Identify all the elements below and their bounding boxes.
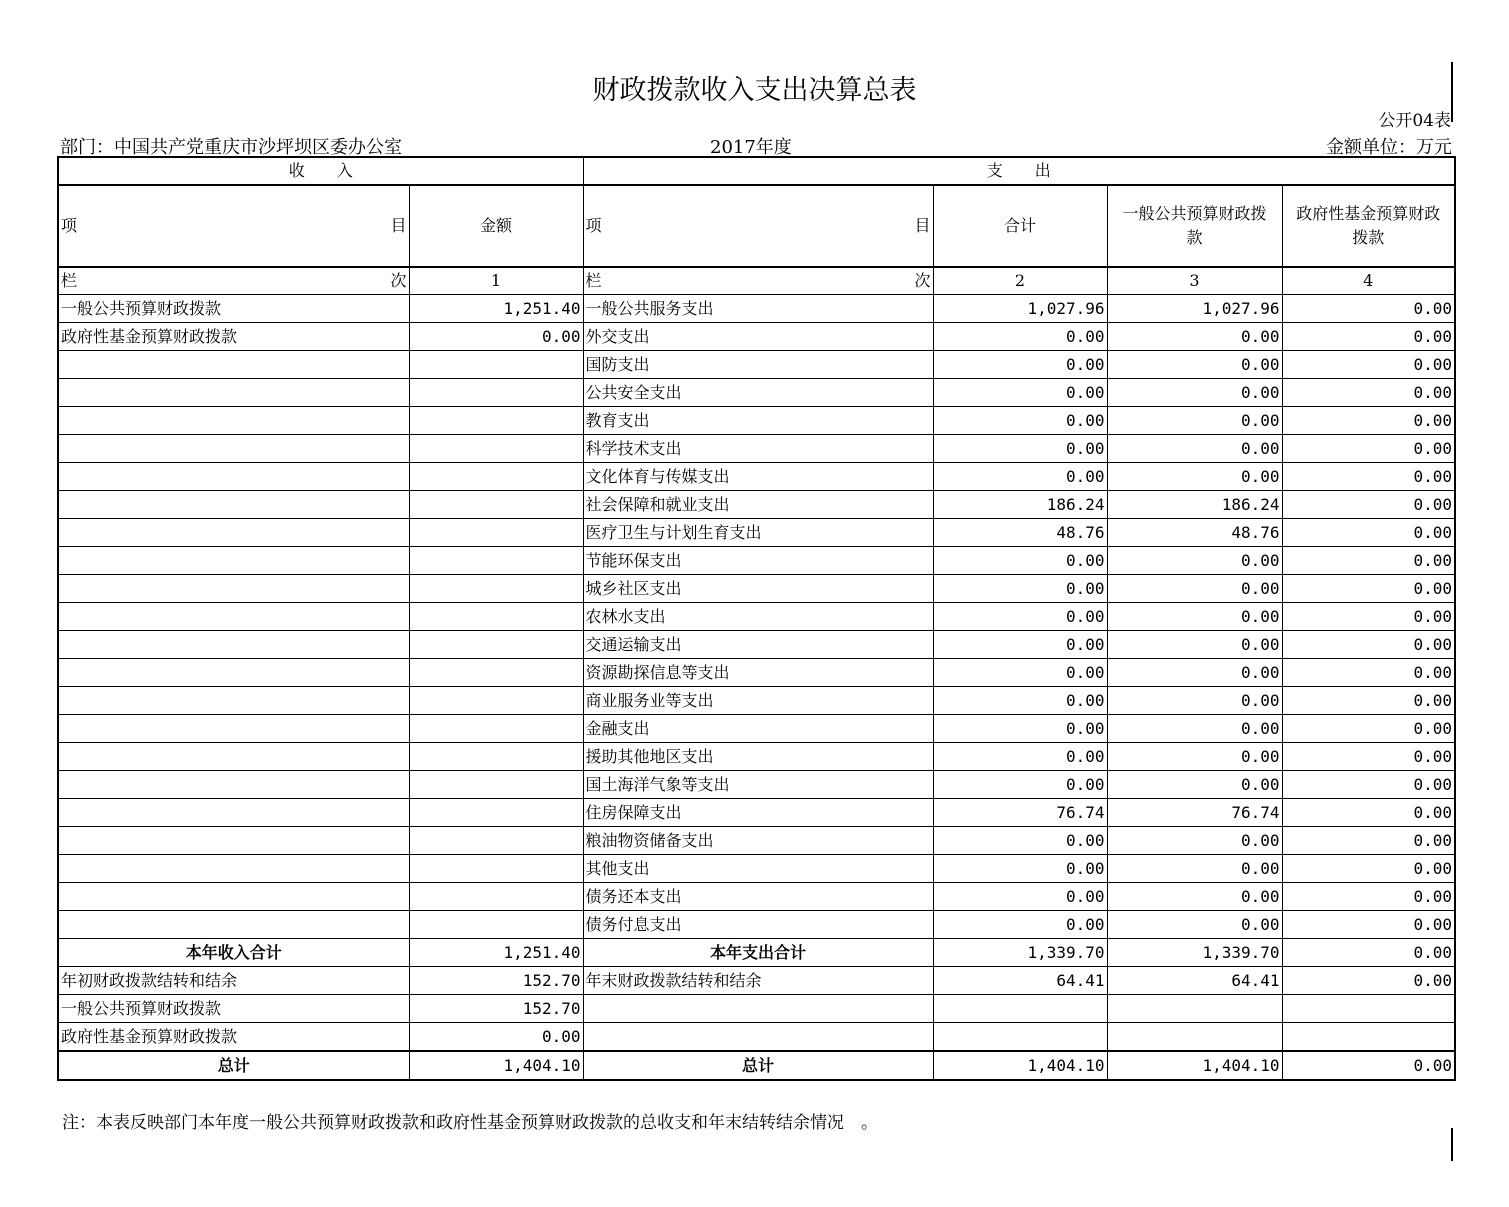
income-item-name: [58, 799, 409, 827]
income-amount: [409, 687, 583, 715]
income-item-name: 本年收入合计: [58, 939, 409, 967]
income-amount: [409, 631, 583, 659]
table-row: [58, 407, 1455, 435]
total-amount: [933, 995, 1107, 1023]
col-label-right: 次: [914, 271, 931, 290]
general-budget-amount: 0.00: [1107, 827, 1282, 855]
income-item-name: [58, 519, 409, 547]
income-item-name: [58, 491, 409, 519]
grand-total-row: [58, 1051, 1455, 1080]
expense-item-name: 科学技术支出: [583, 435, 933, 463]
expense-item-header: [583, 185, 933, 267]
amount-header: 金额: [409, 185, 583, 267]
expense-item-name: 资源勘探信息等支出: [583, 659, 933, 687]
total-amount: 0.00: [933, 659, 1107, 687]
fund-budget-amount: 0.00: [1282, 967, 1455, 995]
fiscal-year: 2017年度: [710, 137, 792, 158]
total-amount: 186.24: [933, 491, 1107, 519]
income-item-name: 政府性基金预算财政拨款: [58, 323, 409, 351]
expense-header: 支 出: [583, 157, 1455, 185]
fund-budget-amount: 0.00: [1282, 771, 1455, 799]
carryover-sub-row: [58, 1023, 1455, 1052]
general-budget-amount: 0.00: [1107, 687, 1282, 715]
total-amount: 0.00: [933, 351, 1107, 379]
total-amount: 0.00: [933, 743, 1107, 771]
income-amount: [409, 547, 583, 575]
fund-budget-amount: 0.00: [1282, 603, 1455, 631]
income-amount: [409, 351, 583, 379]
income-item-name: [58, 603, 409, 631]
income-item-name: [58, 827, 409, 855]
table-row: [58, 687, 1455, 715]
fund-budget-amount: 0.00: [1282, 547, 1455, 575]
total-amount: 0.00: [933, 911, 1107, 939]
expense-item-name: 文化体育与传媒支出: [583, 463, 933, 491]
total-amount: 1,027.96: [933, 295, 1107, 323]
table-row: [58, 883, 1455, 911]
table-row: [58, 743, 1455, 771]
item-label-right: 目: [914, 216, 931, 235]
column-header-row: [58, 185, 1455, 267]
general-budget-amount: 0.00: [1107, 407, 1282, 435]
total-header: 合计: [933, 185, 1107, 267]
income-item-name: [58, 351, 409, 379]
expense-item-name: 一般公共服务支出: [583, 295, 933, 323]
income-item-name: [58, 547, 409, 575]
fund-budget-amount: 0.00: [1282, 463, 1455, 491]
expense-item-name: 债务还本支出: [583, 883, 933, 911]
table-row: [58, 799, 1455, 827]
table-row: [58, 659, 1455, 687]
income-item-name: [58, 435, 409, 463]
income-amount: 152.70: [409, 967, 583, 995]
income-amount: [409, 799, 583, 827]
col-label: 栏: [585, 271, 602, 290]
income-amount: [409, 911, 583, 939]
income-amount: [409, 659, 583, 687]
expense-item-name: 医疗卫生与计划生育支出: [583, 519, 933, 547]
total-amount: 0.00: [933, 631, 1107, 659]
income-item-name: 总计: [58, 1051, 409, 1080]
income-item-header: [58, 185, 409, 267]
general-budget-amount: 0.00: [1107, 631, 1282, 659]
income-amount: [409, 771, 583, 799]
income-amount: 1,251.40: [409, 295, 583, 323]
page-title: 财政拨款收入支出决算总表: [592, 75, 917, 106]
income-item-name: 年初财政拨款结转和结余: [58, 967, 409, 995]
item-label: 项: [585, 216, 602, 235]
col-label: 栏: [61, 271, 78, 290]
fund-budget-amount: 0.00: [1282, 379, 1455, 407]
expense-item-name: [583, 995, 933, 1023]
fund-budget-amount: 0.00: [1282, 491, 1455, 519]
general-budget-amount: 186.24: [1107, 491, 1282, 519]
income-item-name: [58, 575, 409, 603]
income-item-name: [58, 631, 409, 659]
total-amount: [933, 1023, 1107, 1052]
general-budget-amount: 76.74: [1107, 799, 1282, 827]
general-budget-amount: [1107, 995, 1282, 1023]
income-amount: 0.00: [409, 323, 583, 351]
table-row: [58, 463, 1455, 491]
table-row: [58, 323, 1455, 351]
col-index-4: 4: [1282, 267, 1455, 295]
expense-item-name: 援助其他地区支出: [583, 743, 933, 771]
general-budget-amount: 0.00: [1107, 547, 1282, 575]
income-item-name: [58, 379, 409, 407]
fund-budget-amount: 0.00: [1282, 939, 1455, 967]
total-amount: 0.00: [933, 379, 1107, 407]
fund-budget-amount: [1282, 995, 1455, 1023]
total-amount: 0.00: [933, 547, 1107, 575]
year-total-row: [58, 939, 1455, 967]
income-amount: [409, 491, 583, 519]
total-amount: 0.00: [933, 435, 1107, 463]
income-item-name: [58, 715, 409, 743]
expense-item-name: 粮油物资储备支出: [583, 827, 933, 855]
section-header-row: [58, 157, 1455, 185]
income-amount: [409, 519, 583, 547]
income-item-name: [58, 771, 409, 799]
fund-budget-amount: 0.00: [1282, 855, 1455, 883]
item-label-right: 目: [390, 216, 407, 235]
expense-item-name: 公共安全支出: [583, 379, 933, 407]
general-budget-amount: 0.00: [1107, 379, 1282, 407]
income-amount: 1,251.40: [409, 939, 583, 967]
total-amount: 0.00: [933, 463, 1107, 491]
fund-budget-amount: 0.00: [1282, 575, 1455, 603]
income-item-name: [58, 911, 409, 939]
total-amount: 1,339.70: [933, 939, 1107, 967]
table-row: [58, 771, 1455, 799]
income-item-name: [58, 743, 409, 771]
expense-item-name: 总计: [583, 1051, 933, 1080]
income-amount: [409, 575, 583, 603]
general-budget-amount: 0.00: [1107, 659, 1282, 687]
expense-item-name: 商业服务业等支出: [583, 687, 933, 715]
income-amount: [409, 463, 583, 491]
income-item-name: [58, 463, 409, 491]
income-col-index: [58, 267, 409, 295]
finance-table: [57, 156, 1456, 1081]
total-amount: 0.00: [933, 715, 1107, 743]
general-budget-amount: [1107, 1023, 1282, 1052]
total-amount: 0.00: [933, 603, 1107, 631]
total-amount: 0.00: [933, 687, 1107, 715]
right-margin-bar-bottom: [1451, 1128, 1453, 1161]
total-amount: 0.00: [933, 771, 1107, 799]
total-amount: 0.00: [933, 855, 1107, 883]
department-label: 部门：中国共产党重庆市沙坪坝区委办公室: [60, 137, 402, 158]
table-row: [58, 855, 1455, 883]
income-amount: [409, 715, 583, 743]
table-row: [58, 295, 1455, 323]
fund-budget-amount: 0.00: [1282, 687, 1455, 715]
general-budget-amount: 0.00: [1107, 771, 1282, 799]
fund-budget-amount: 0.00: [1282, 323, 1455, 351]
expense-item-name: 国防支出: [583, 351, 933, 379]
expense-item-name: 年末财政拨款结转和结余: [583, 967, 933, 995]
fund-budget-amount: 0.00: [1282, 743, 1455, 771]
expense-item-name: 交通运输支出: [583, 631, 933, 659]
table-row: [58, 519, 1455, 547]
expense-item-name: 国土海洋气象等支出: [583, 771, 933, 799]
fund-budget-amount: 0.00: [1282, 519, 1455, 547]
income-item-name: [58, 659, 409, 687]
table-row: [58, 379, 1455, 407]
total-amount: 48.76: [933, 519, 1107, 547]
income-amount: [409, 883, 583, 911]
item-label: 项: [61, 216, 78, 235]
income-item-name: [58, 407, 409, 435]
general-budget-amount: 48.76: [1107, 519, 1282, 547]
general-budget-amount: 1,339.70: [1107, 939, 1282, 967]
expense-item-name: 外交支出: [583, 323, 933, 351]
general-budget-amount: 0.00: [1107, 323, 1282, 351]
expense-col-index: [583, 267, 933, 295]
table-row: [58, 715, 1455, 743]
expense-item-name: 节能环保支出: [583, 547, 933, 575]
table-row: [58, 491, 1455, 519]
expense-item-name: 教育支出: [583, 407, 933, 435]
total-amount: 76.74: [933, 799, 1107, 827]
general-budget-amount: 0.00: [1107, 715, 1282, 743]
fund-budget-amount: 0.00: [1282, 799, 1455, 827]
general-budget-amount: 0.00: [1107, 911, 1282, 939]
fund-budget-amount: 0.00: [1282, 715, 1455, 743]
fund-budget-amount: 0.00: [1282, 659, 1455, 687]
col-index-3: 3: [1107, 267, 1282, 295]
table-row: [58, 547, 1455, 575]
income-amount: [409, 435, 583, 463]
general-budget-amount: 0.00: [1107, 351, 1282, 379]
fund-budget-amount: 0.00: [1282, 435, 1455, 463]
expense-item-name: [583, 1023, 933, 1052]
meta-row: [58, 133, 1452, 158]
total-amount: 0.00: [933, 827, 1107, 855]
column-index-row: [58, 267, 1455, 295]
income-amount: 0.00: [409, 1023, 583, 1052]
general-budget-amount: 0.00: [1107, 435, 1282, 463]
general-budget-amount: 0.00: [1107, 883, 1282, 911]
income-item-name: [58, 855, 409, 883]
table-row: [58, 351, 1455, 379]
expense-item-name: 社会保障和就业支出: [583, 491, 933, 519]
expense-item-name: 金融支出: [583, 715, 933, 743]
col-index-1: 1: [409, 267, 583, 295]
general-budget-amount: 0.00: [1107, 603, 1282, 631]
col-label-right: 次: [390, 271, 407, 290]
income-header: 收 入: [58, 157, 583, 185]
expense-item-name: 住房保障支出: [583, 799, 933, 827]
carryover-row: [58, 967, 1455, 995]
fund-budget-amount: 0.00: [1282, 827, 1455, 855]
income-item-name: 一般公共预算财政拨款: [58, 995, 409, 1023]
general-budget-amount: 64.41: [1107, 967, 1282, 995]
total-amount: 0.00: [933, 407, 1107, 435]
table-row: [58, 435, 1455, 463]
general-budget-header: 一般公共预算财政拨款: [1107, 185, 1282, 267]
fund-budget-amount: 0.00: [1282, 1051, 1455, 1080]
income-amount: [409, 743, 583, 771]
general-budget-amount: 0.00: [1107, 575, 1282, 603]
income-amount: 1,404.10: [409, 1051, 583, 1080]
general-budget-amount: 1,027.96: [1107, 295, 1282, 323]
income-amount: [409, 379, 583, 407]
fund-budget-amount: 0.00: [1282, 407, 1455, 435]
income-amount: [409, 827, 583, 855]
amount-unit: 金额单位：万元: [1326, 137, 1452, 158]
income-amount: [409, 855, 583, 883]
expense-item-name: 本年支出合计: [583, 939, 933, 967]
income-item-name: 政府性基金预算财政拨款: [58, 1023, 409, 1052]
table-row: [58, 575, 1455, 603]
table-row: [58, 631, 1455, 659]
total-amount: 0.00: [933, 575, 1107, 603]
fund-budget-amount: 0.00: [1282, 911, 1455, 939]
total-amount: 0.00: [933, 323, 1107, 351]
expense-item-name: 农林水支出: [583, 603, 933, 631]
total-amount: 64.41: [933, 967, 1107, 995]
table-row: [58, 603, 1455, 631]
income-item-name: 一般公共预算财政拨款: [58, 295, 409, 323]
income-item-name: [58, 883, 409, 911]
income-item-name: [58, 687, 409, 715]
income-amount: [409, 603, 583, 631]
general-budget-amount: 1,404.10: [1107, 1051, 1282, 1080]
total-amount: 1,404.10: [933, 1051, 1107, 1080]
expense-item-name: 债务付息支出: [583, 911, 933, 939]
fund-budget-amount: 0.00: [1282, 351, 1455, 379]
fund-budget-amount: [1282, 1023, 1455, 1052]
form-number: 公开04表: [1378, 111, 1451, 131]
col-index-2: 2: [933, 267, 1107, 295]
income-amount: 152.70: [409, 995, 583, 1023]
table-row: [58, 827, 1455, 855]
carryover-sub-row: [58, 995, 1455, 1023]
fund-budget-amount: 0.00: [1282, 631, 1455, 659]
expense-item-name: 其他支出: [583, 855, 933, 883]
general-budget-amount: 0.00: [1107, 743, 1282, 771]
income-amount: [409, 407, 583, 435]
general-budget-amount: 0.00: [1107, 463, 1282, 491]
table-row: [58, 911, 1455, 939]
fund-budget-header: 政府性基金预算财政拨款: [1282, 185, 1455, 267]
fund-budget-amount: 0.00: [1282, 883, 1455, 911]
fund-budget-amount: 0.00: [1282, 295, 1455, 323]
general-budget-amount: 0.00: [1107, 855, 1282, 883]
footnote: 注：本表反映部门本年度一般公共预算财政拨款和政府性基金预算财政拨款的总收支和年末结转结余情况 。: [62, 1113, 878, 1133]
expense-item-name: 城乡社区支出: [583, 575, 933, 603]
total-amount: 0.00: [933, 883, 1107, 911]
